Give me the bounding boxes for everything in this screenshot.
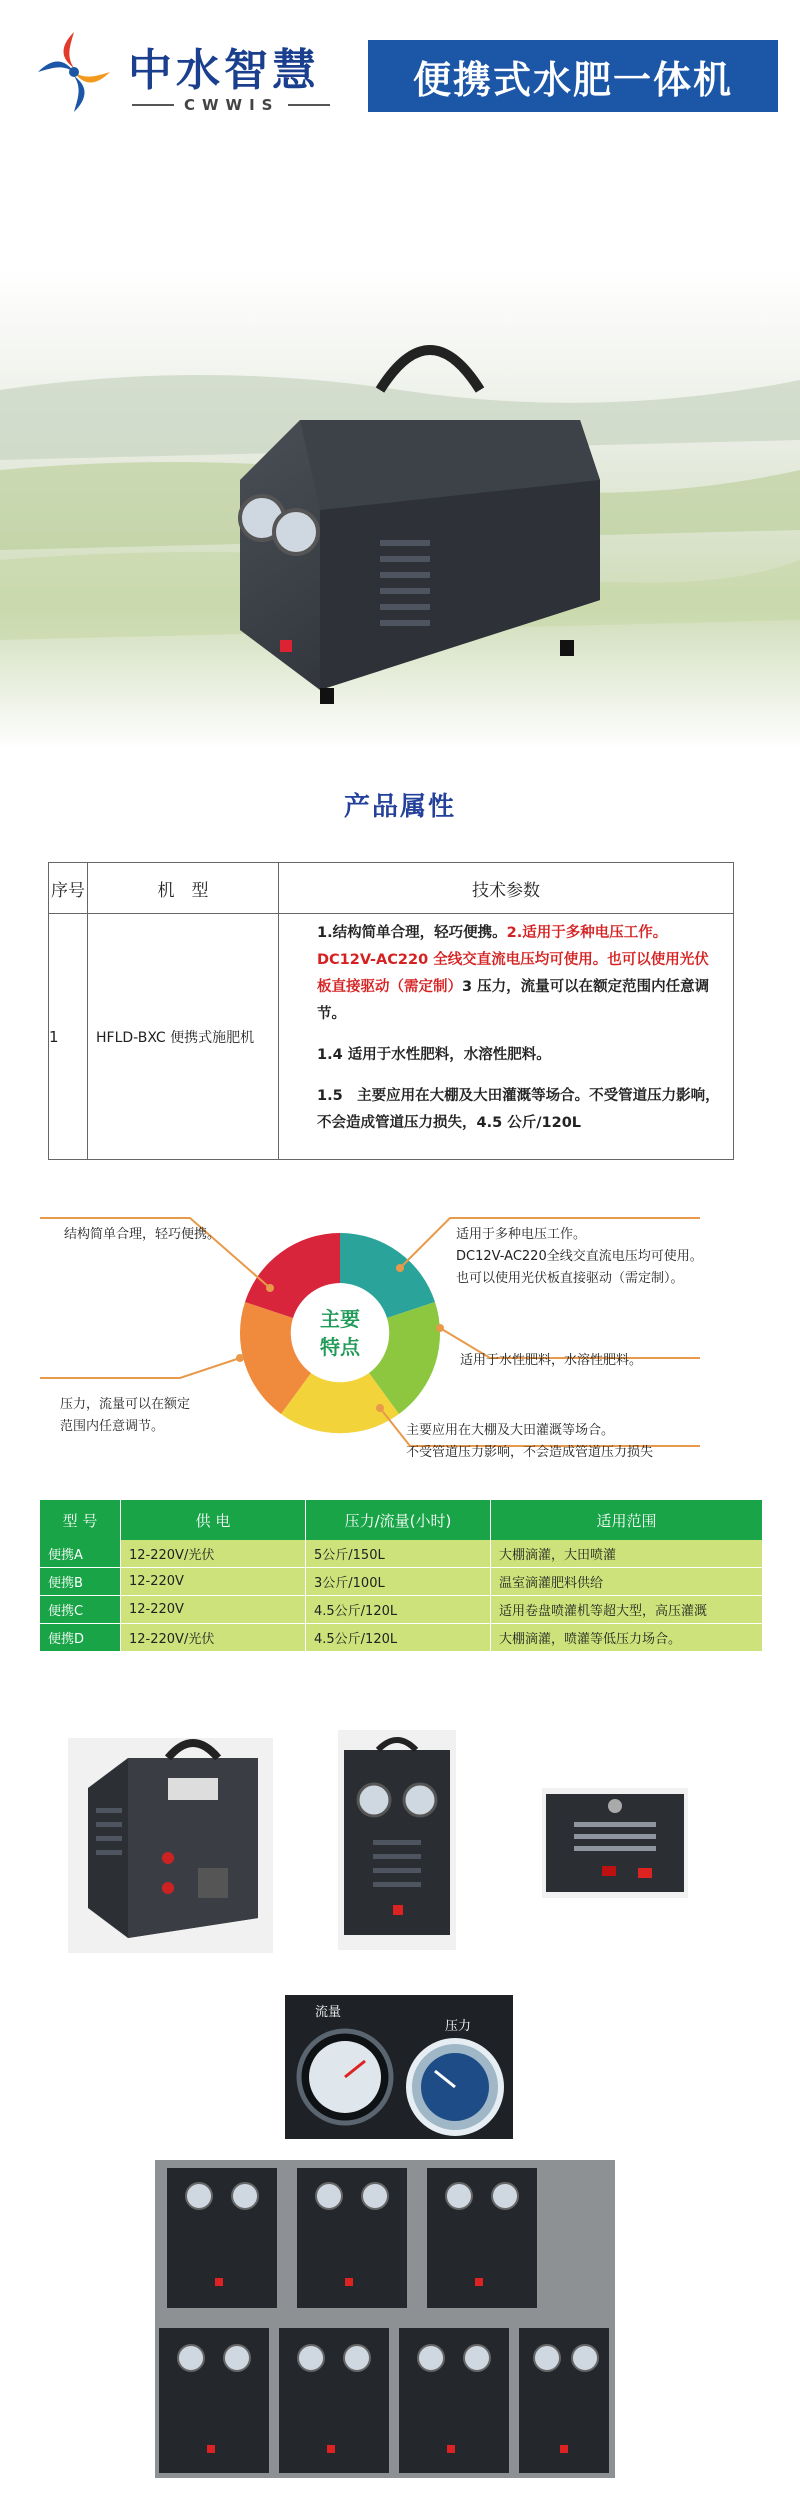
product-photo-panel	[542, 1788, 688, 1898]
models-header-pressure: 压力/流量(小时)	[306, 1500, 491, 1540]
gauges-photo	[285, 1995, 513, 2139]
models-header-power: 供 电	[121, 1500, 306, 1540]
product-photo-front	[338, 1730, 456, 1950]
spec-row-params: 1.结构简单合理，轻巧便携。2.适用于多种电压工作。DC12V-AC220 全线交直流电压均可使用。也可以使用光伏板直接驱动（需定制）3 压力，流量可以在额定范围内任意调节。 1.4 适用于水性肥料，水溶性肥料。 1.5 主要应用在大棚及大田灌溉等场合。不受管道压力影响，不会造成管道压力损失，4.5 公斤/120L	[279, 914, 734, 1160]
gauge-dials	[285, 1995, 513, 2139]
brand-underline-right	[288, 104, 330, 106]
page-title-banner: 便携式水肥一体机	[368, 40, 778, 112]
spec-param-4: 1.4 适用于水性肥料，水溶性肥料。	[317, 1047, 551, 1063]
gauge-label-flow: 流量	[315, 2005, 342, 2020]
spec-header-params: 技术参数	[279, 863, 734, 914]
table-row: 便携C 12-220V 4.5公斤/120L 适用卷盘喷灌机等超大型，高压灌溉	[40, 1596, 763, 1624]
brand-logo-icon	[30, 28, 118, 116]
donut-center-label: 主要 特点	[320, 1307, 360, 1359]
feature-left: 压力，流量可以在额定 范围内任意调节。	[60, 1397, 191, 1434]
feature-top-right: 适用于多种电压工作。 DC12V-AC220全线交直流电压均可使用。 也可以使用光伏板直接驱动（需定制）。	[456, 1227, 703, 1286]
spec-param-5: 1.5 主要应用在大棚及大田灌溉等场合。不受管道压力影响，不会造成管道压力损失，4.5 公斤/120L	[317, 1088, 720, 1131]
feature-mid-right: 适用于水性肥料，水溶性肥料。	[460, 1353, 643, 1368]
spec-row-index: 1	[49, 914, 88, 1160]
gauge-label-pressure: 压力	[445, 2019, 472, 2034]
brand-name-cn: 中水智慧	[128, 45, 320, 96]
brand-name-en: CWWIS	[184, 96, 280, 114]
table-row: 便携B 12-220V 3公斤/100L 温室滴灌肥料供给	[40, 1568, 763, 1596]
section-title: 产品属性	[343, 792, 456, 822]
table-row: 便携A 12-220V/光伏 5公斤/150L 大棚滴灌，大田喷灌	[40, 1540, 763, 1568]
spec-header-model: 机 型	[88, 863, 279, 914]
feature-bottom-right: 主要应用在大棚及大田灌溉等场合。 不受管道压力影响，不会造成管道压力损失	[406, 1423, 654, 1460]
product-photo-side	[68, 1738, 273, 1953]
product-group-photo	[155, 2160, 615, 2478]
table-row: 便携D 12-220V/光伏 4.5公斤/120L 大棚滴灌，喷灌等低压力场合。	[40, 1624, 763, 1652]
hero-product-photo	[0, 270, 800, 750]
models-header-scope: 适用范围	[491, 1500, 763, 1540]
spec-row-model: HFLD-BXC 便携式施肥机	[88, 914, 279, 1160]
models-table	[40, 1500, 763, 1652]
models-header-type: 型 号	[40, 1500, 121, 1540]
spec-table	[48, 862, 734, 1160]
feature-top-left: 结构简单合理，轻巧便携。	[64, 1227, 221, 1242]
brand-underline-left	[132, 104, 174, 106]
spec-header-index: 序号	[49, 863, 88, 914]
